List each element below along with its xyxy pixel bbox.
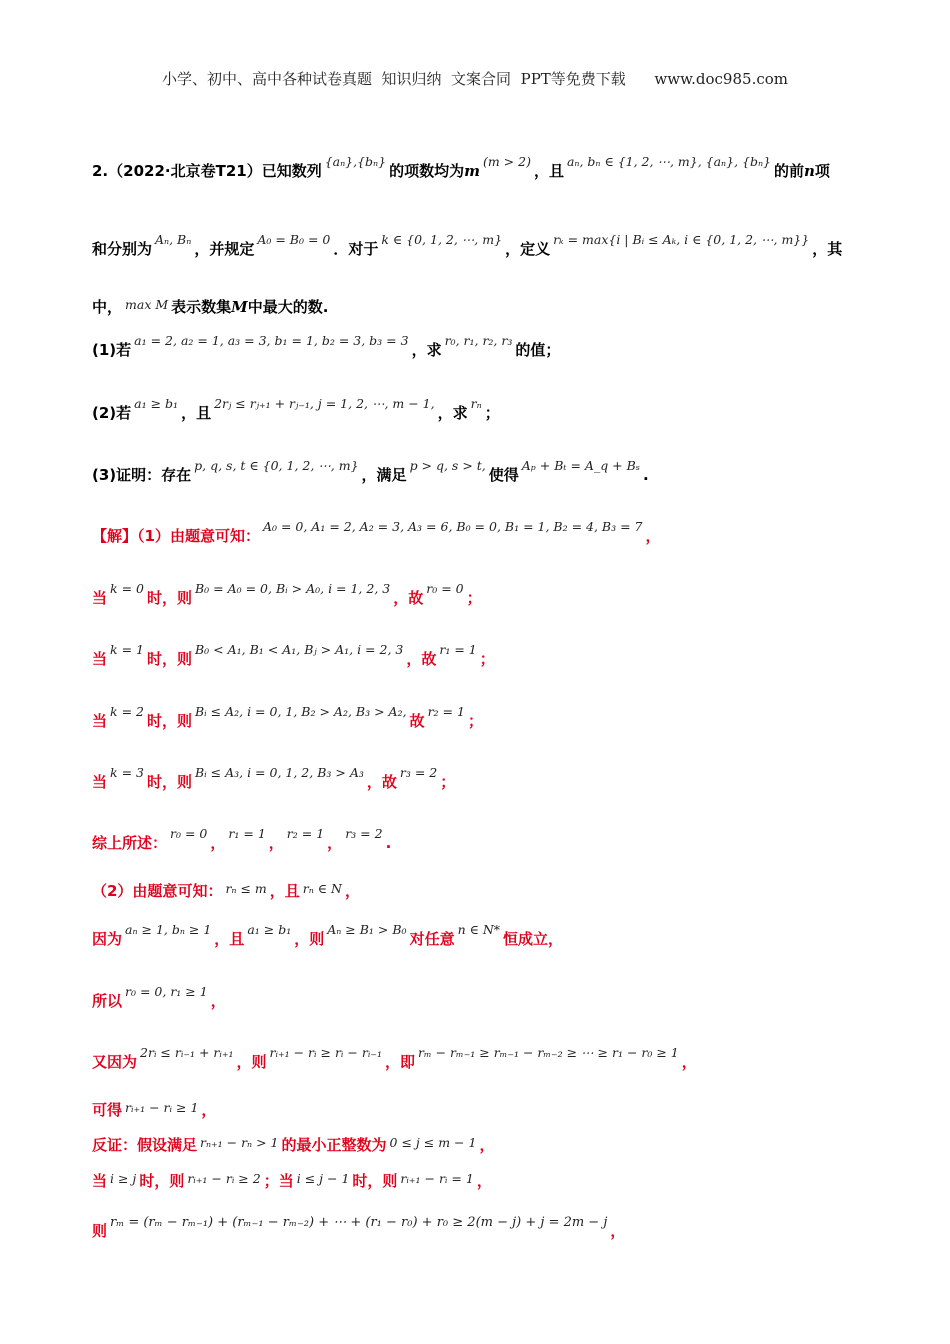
- solution-line-4: 当$^{k = 2}$时，则$^{Bᵢ \le A_2, i = 0, 1, B_2 > A_2, B_3 > A_2,}$故$^{r_2 = 1}$；: [92, 704, 483, 730]
- solution-line-9: 所以$^{r_0 = 0, r_1 \ge 1}$，: [92, 984, 226, 1010]
- formula: a₁ ≥ b₁: [134, 396, 179, 411]
- formula: rₙ: [470, 396, 482, 411]
- solution-line-8: 因为$^{a_n \ge 1, b_n \ge 1}$，且$^{a_1 \ge b_1}$，则$^{A_n \ge B_1 > B_0}$对任意$^{n \in N*}$恒成立，: [92, 922, 564, 948]
- formula: A₀ = 0, A₁ = 2, A₂ = 3, A₃ = 6, B₀ = 0, B₁ = 1, B₂ = 4, B₃ = 7: [262, 519, 643, 534]
- formula: Bᵢ ≤ A₃, i = 0, 1, 2, B₃ > A₃: [194, 765, 364, 780]
- problem-line-3: 中， $^{max M}$ 表示数集M中最大的数.: [92, 297, 329, 316]
- formula: Aₙ, Bₙ: [155, 232, 192, 247]
- solution-line-6: 综上所述：$^{r_0 = 0}$，$^{r_1 = 1}$，$^{r_2 = 1}$，$^{r_3 = 2}$.: [92, 826, 392, 852]
- solution-line-13: 当 $^{i \ge j}$ 时，则 $^{rᵢ_{+1} - rᵢ \ge 2}$ ；当 $^{i \le j - 1}$ 时，则 $^{rᵢ_{+1} - rᵢ = 1}$ ，: [92, 1171, 492, 1190]
- formula: r₃ = 2: [345, 826, 383, 841]
- formula: Aₙ ≥ B₁ > B₀: [327, 922, 407, 937]
- formula: 0 ≤ j ≤ m − 1: [389, 1135, 477, 1150]
- formula: r₀, r₁, r₂, r₃: [444, 333, 513, 348]
- formula: r₀ = 0: [426, 581, 464, 596]
- formula: rᵢ₊₁ − rᵢ ≥ 2: [187, 1171, 261, 1186]
- question-3: (3)证明：存在$^{p, q, s, t \in \{0, 1, 2, \cdots, m\}}$，满足$^{p > q, s > t,}$使得$^{A_p + B_t = A\_q + B_s}$.: [92, 458, 649, 484]
- formula: B₀ < A₁, B₁ < A₁, Bⱼ > A₁, i = 2, 3: [194, 642, 404, 657]
- solution-line-1: 【解】（1）由题意可知：$^{A_0 = 0, A_1 = 2, A_2 = 3, A_3 = 6, B_0 = 0, B_1 = 1, B_2 = 4, B_3 = 7}$，: [92, 519, 661, 545]
- formula: (m > 2): [482, 154, 531, 169]
- formula: 2rⱼ ≤ rⱼ₊₁ + rⱼ₋₁, j = 1, 2, ⋯, m − 1,: [214, 396, 435, 411]
- formula: p, q, s, t ∈ {0, 1, 2, ⋯, m}: [194, 458, 359, 473]
- formula: r₃ = 2: [399, 765, 438, 780]
- formula: i ≥ j: [110, 1171, 137, 1186]
- formula: r₂ = 1: [286, 826, 325, 841]
- formula: r₂ = 1: [427, 704, 465, 719]
- solution-line-11: 可得 $^{rᵢ_{+1} - rᵢ \ge 1}$ ，: [92, 1100, 217, 1119]
- formula: rₙ ∈ N: [302, 881, 342, 896]
- formula: r₁ = 1: [439, 642, 477, 657]
- question-1: (1)若$^{a_1 = 2, a_2 = 1, a_3 = 3, b_1 = 1, b_2 = 3, b_3 = 3}$，求$^{r_0, r_1, r_2, r_3}$的值；: [92, 333, 561, 359]
- formula: k = 0: [110, 581, 144, 596]
- solution-line-10: 又因为$^{2rᵢ \le rᵢ_{-1} + rᵢ_{+1}}$，则$^{rᵢ_{+1} - rᵢ \ge rᵢ - rᵢ_{-1}}$，即$^{r_m - r_{m-1} \ge r_{m-1} - r_{m-2} \ge \cdots \ge r_1 - r_0 \ge 1}$，: [92, 1045, 697, 1071]
- formula: rₙ₊₁ − rₙ > 1: [200, 1135, 279, 1150]
- formula: aₙ, bₙ ∈ {1, 2, ⋯, m}, {aₙ}, {bₙ}: [566, 154, 771, 169]
- formula: k = 2: [110, 704, 144, 719]
- solution-line-2: 当$^{k = 0}$时，则$^{B_0 = A_0 = 0, Bᵢ > A_0, i = 1, 2, 3}$，故$^{r_0 = 0}$；: [92, 581, 482, 607]
- solution-line-5: 当$^{k = 3}$时，则$^{Bᵢ \le A_3, i = 0, 1, 2, B_3 > A_3}$，故$^{r_3 = 2}$；: [92, 765, 456, 791]
- formula: Aₚ + Bₜ = A_q + Bₛ: [521, 458, 641, 473]
- formula: r₁ = 1: [228, 826, 266, 841]
- question-2: (2)若$^{a_1 \ge b_1}$，且$^{2rⱼ \le rⱼ_{+1} + rⱼ_{-1}, j = 1, 2, \cdots, m - 1,}$，求$^{r_n}$；: [92, 396, 500, 422]
- formula: p > q, s > t,: [409, 458, 486, 473]
- problem-line-1: 2.（2022·北京卷T21）已知数列$^{\{a_n\},\{b_n\}}$的项数均为$m^{(m > 2)}$，且$^{a_n, b_n \in \{1, 2, \cdots, m\}, \{a_n\}, \{b_n\}}$的前n项: [92, 154, 830, 180]
- formula: a₁ ≥ b₁: [247, 922, 292, 937]
- formula: Bᵢ ≤ A₂, i = 0, 1, B₂ > A₂, B₃ > A₂,: [194, 704, 407, 719]
- formula: r₀ = 0: [170, 826, 208, 841]
- page-header: 小学、初中、高中各种试卷真题 知识归纳 文案合同 PPT等免费下载 www.doc985.com: [161, 70, 788, 88]
- formula: r₀ = 0, r₁ ≥ 1: [125, 984, 208, 999]
- formula: i ≤ j − 1: [296, 1171, 350, 1186]
- formula: {aₙ},{bₙ}: [324, 154, 387, 169]
- formula: k ∈ {0, 1, 2, ⋯, m}: [381, 232, 503, 247]
- formula: k = 3: [110, 765, 144, 780]
- formula: k = 1: [110, 642, 144, 657]
- formula: aₙ ≥ 1, bₙ ≥ 1: [125, 922, 212, 937]
- solution-line-12: 反证：假设满足 $^{r_{n+1} - r_n > 1}$ 的最小正整数为 $^{0 \le j \le m - 1}$ ，: [92, 1135, 495, 1154]
- formula: rₖ = max{i | Bᵢ ≤ Aₖ, i ∈ {0, 1, 2, ⋯, m}}: [553, 232, 810, 247]
- solution-line-14: 则 rₘ = (rₘ − rₘ₋₁) + (rₘ₋₁ − rₘ₋₂) + ⋯ + (r₁ − r₀) + r₀ ≥ 2(m − j) + j = 2m − j ，: [92, 1215, 626, 1240]
- formula: B₀ = A₀ = 0, Bᵢ > A₀, i = 1, 2, 3: [194, 581, 391, 596]
- formula: rₘ = (rₘ − rₘ₋₁) + (rₘ₋₁ − rₘ₋₂) + ⋯ + (r₁ − r₀) + r₀ ≥ 2(m − j) + j = 2m − j: [110, 1215, 608, 1230]
- solution-line-3: 当$^{k = 1}$时，则$^{B_0 < A_1, B_1 < A_1, Bⱼ > A_1, i = 2, 3}$，故$^{r_1 = 1}$；: [92, 642, 495, 668]
- formula: a₁ = 2, a₂ = 1, a₃ = 3, b₁ = 1, b₂ = 3, b₃ = 3: [134, 333, 409, 348]
- formula: n ∈ N*: [457, 922, 501, 937]
- solution-line-7: （2）由题意可知： $^{r_n \le m}$ ，且 $^{r_n \in N}$ ，: [92, 881, 360, 900]
- formula: 2rᵢ ≤ rᵢ₋₁ + rᵢ₊₁: [140, 1045, 234, 1060]
- formula: A₀ = B₀ = 0: [257, 232, 331, 247]
- formula: rᵢ₊₁ − rᵢ ≥ rᵢ − rᵢ₋₁: [269, 1045, 382, 1060]
- formula: rᵢ₊₁ − rᵢ = 1: [400, 1171, 474, 1186]
- formula: rₘ − rₘ₋₁ ≥ rₘ₋₁ − rₘ₋₂ ≥ ⋯ ≥ r₁ − r₀ ≥ 1: [417, 1045, 679, 1060]
- formula: max M: [125, 297, 169, 312]
- problem-line-2: 和分别为$^{A_n, B_n}$，并规定$^{A_0 = B_0 = 0}$．对于$^{k \in \{0, 1, 2, \cdots, m\}}$，定义$^{r_k = max\{i | Bᵢ \le A_k, i \in \{0, 1, 2, \cdots, m\}\}}$，其: [92, 232, 843, 258]
- formula: rᵢ₊₁ − rᵢ ≥ 1: [125, 1100, 199, 1115]
- formula: rₙ ≤ m: [225, 881, 267, 896]
